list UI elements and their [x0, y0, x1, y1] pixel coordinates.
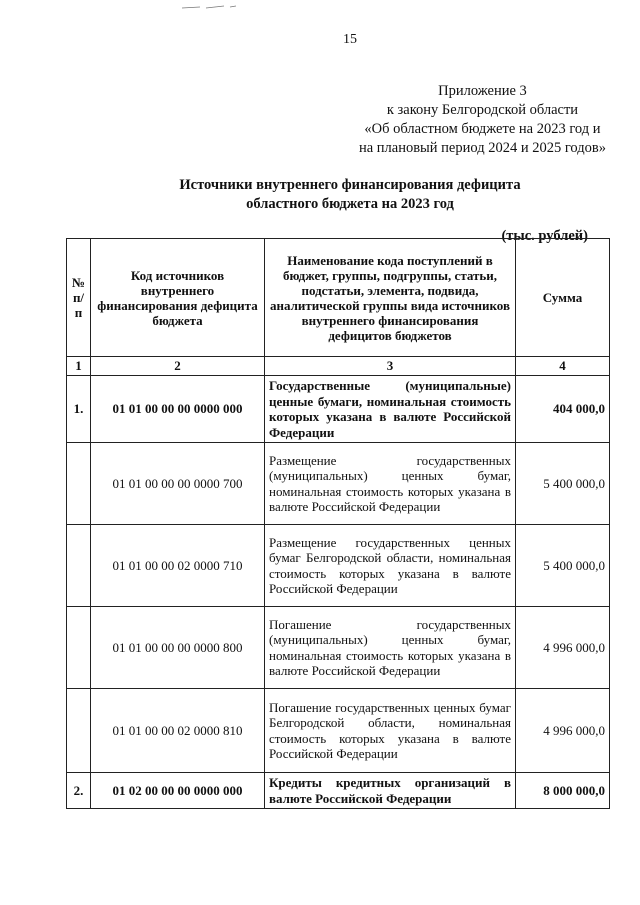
- table-row: [67, 376, 610, 443]
- table-row: [67, 443, 610, 525]
- page-number: 15: [343, 32, 357, 47]
- source-code-cell: 01 01 00 00 00 0000 000: [91, 376, 265, 443]
- header-sum: Сумма: [516, 239, 610, 357]
- source-name-cell: Размещение государственных (муниципальных) ценных бумаг, номинальная стоимость которых указана в валюте Российской Федерации: [265, 443, 516, 525]
- appendix-line: к закону Белгородской области: [386, 102, 579, 118]
- financing-sources-table: [66, 238, 610, 809]
- table-body: [67, 376, 610, 809]
- units-label: (тыс. рублей): [501, 228, 588, 244]
- sum-cell: 8 000 000,0: [516, 773, 610, 809]
- column-number: 1: [67, 357, 91, 376]
- source-name-cell: Погашение государственных ценных бумаг Белгородской области, номинальная стоимость которых указана в валюте Российской Федерации: [265, 689, 516, 773]
- row-number-cell: 1.: [67, 376, 91, 443]
- header-row-number: № п/п: [67, 239, 91, 357]
- appendix-line: «Об областном бюджете на 2023 год и: [364, 121, 601, 137]
- row-number-cell: 2.: [67, 773, 91, 809]
- header-code-name: Наименование кода поступлений в бюджет, группы, подгруппы, статьи, подстатьи, элемента, подвида, аналитической группы вида источников внутреннего финансирования дефицитов бюджетов: [265, 239, 516, 357]
- source-name-cell: Государственные (муниципальные) ценные бумаги, номинальная стоимость которых указана в валюте Российской Федерации: [265, 376, 516, 443]
- sum-cell: 4 996 000,0: [516, 689, 610, 773]
- header-source-code: Код источников внутреннего финансирования дефицита бюджета: [91, 239, 265, 357]
- document-title: [0, 176, 640, 214]
- table-row: [67, 607, 610, 689]
- sum-cell: 5 400 000,0: [516, 443, 610, 525]
- column-number: 4: [516, 357, 610, 376]
- title-line: областного бюджета на 2023 год: [246, 196, 454, 212]
- sum-cell: 4 996 000,0: [516, 607, 610, 689]
- ink-scribble-mark: [180, 4, 240, 10]
- source-name-cell: Погашение государственных (муниципальных) ценных бумаг, номинальная стоимость которых указана в валюте Российской Федерации: [265, 607, 516, 689]
- source-code-cell: 01 01 00 00 02 0000 710: [91, 525, 265, 607]
- source-name-cell: Размещение государственных ценных бумаг Белгородской области, номинальная стоимость которых указана в валюте Российской Федерации: [265, 525, 516, 607]
- source-code-cell: 01 02 00 00 00 0000 000: [91, 773, 265, 809]
- table-row: [67, 773, 610, 809]
- table-row: [67, 525, 610, 607]
- column-number: 2: [91, 357, 265, 376]
- sum-cell: 404 000,0: [516, 376, 610, 443]
- appendix-line: на плановый период 2024 и 2025 годов»: [358, 140, 606, 156]
- row-number-cell: [67, 607, 91, 689]
- source-name-cell: Кредиты кредитных организаций в валюте Российской Федерации: [265, 773, 516, 809]
- row-number-cell: [67, 525, 91, 607]
- title-line: Источники внутреннего финансирования дефицита: [179, 177, 521, 193]
- column-number: 3: [265, 357, 516, 376]
- row-number-cell: [67, 689, 91, 773]
- table-row: [67, 689, 610, 773]
- source-code-cell: 01 01 00 00 00 0000 800: [91, 607, 265, 689]
- appendix-line: Приложение 3: [438, 83, 527, 99]
- source-code-cell: 01 01 00 00 00 0000 700: [91, 443, 265, 525]
- source-code-cell: 01 01 00 00 02 0000 810: [91, 689, 265, 773]
- sum-cell: 5 400 000,0: [516, 525, 610, 607]
- row-number-cell: [67, 443, 91, 525]
- appendix-header: [359, 82, 606, 158]
